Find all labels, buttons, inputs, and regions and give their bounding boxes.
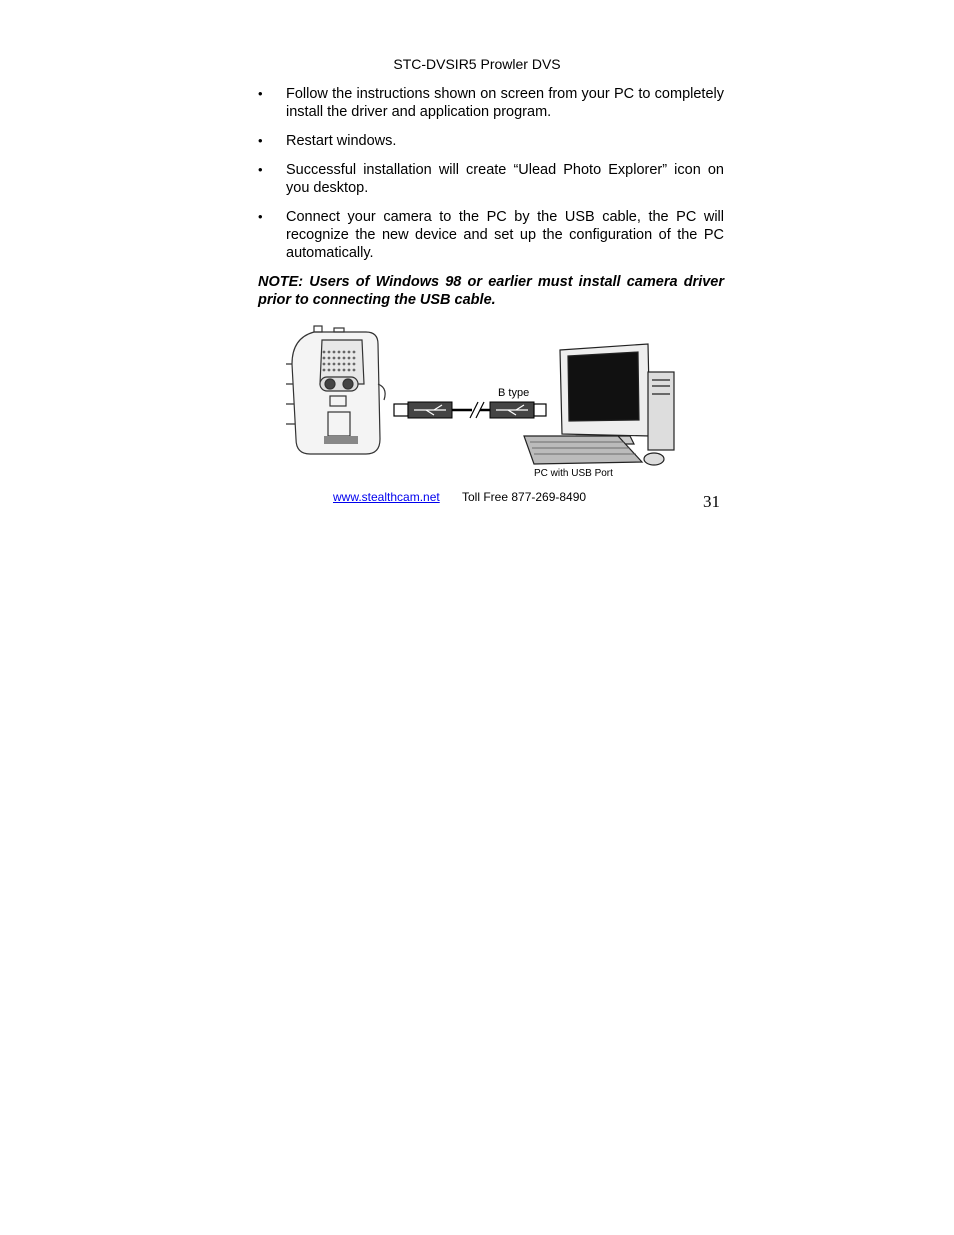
trail-camera-icon [286, 326, 385, 454]
website-link[interactable]: www.stealthcam.net [333, 490, 440, 504]
usb-cable-icon [394, 402, 546, 418]
list-item [258, 161, 724, 197]
list-item-text: Successful installation will create “Ulead Photo Explorer” icon on you desktop. [286, 162, 724, 196]
list-item [258, 132, 724, 150]
pc-label: PC with USB Port [534, 468, 613, 479]
instruction-list [258, 85, 724, 262]
list-item-text: Connect your camera to the PC by the USB cable, the PC will recognize the new device and set up the configuration of the PC automatically. [286, 209, 724, 261]
usb-connection-illustration [284, 324, 680, 484]
cable-type-label: B type [498, 387, 530, 399]
page-header: STC-DVSIR5 Prowler DVS [393, 56, 561, 72]
list-item-text: Follow the instructions shown on screen from your PC to completely install the driver and application program. [286, 86, 724, 120]
main-content [258, 85, 724, 309]
usb-connection-diagram [284, 324, 680, 484]
windows-98-note: NOTE: Users of Windows 98 or earlier must install camera driver prior to connecting the USB cable. [258, 274, 724, 308]
bullet-icon: • [258, 209, 263, 224]
list-item [258, 208, 724, 262]
page-number: 31 [703, 492, 720, 511]
list-item [258, 85, 724, 121]
toll-free-number: Toll Free 877-269-8490 [462, 490, 587, 504]
bullet-icon: • [258, 86, 263, 101]
bullet-icon: • [258, 133, 263, 148]
list-item-text: Restart windows. [286, 133, 397, 149]
bullet-icon: • [258, 162, 263, 177]
